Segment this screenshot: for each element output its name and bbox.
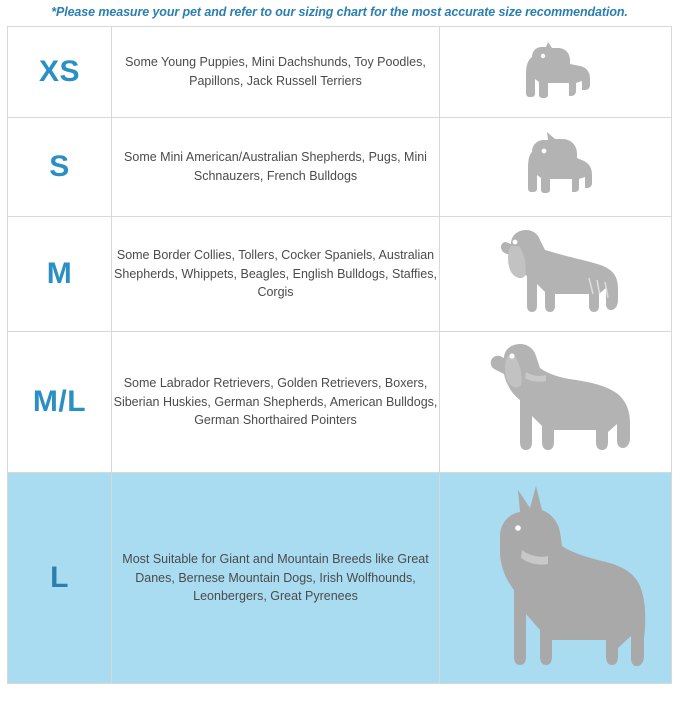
dog-image-ml <box>440 332 672 473</box>
dog-image-l <box>440 473 672 684</box>
size-label-l: L <box>8 473 112 684</box>
table-row <box>8 332 672 473</box>
breed-description-ml: Some Labrador Retrievers, Golden Retrievers, Boxers, Siberian Huskies, German Shepherds, American Bulldogs, German Shorthaired Pointers <box>112 332 440 473</box>
size-label-ml: M/L <box>8 332 112 473</box>
table-row <box>8 217 672 332</box>
labrador-silhouette-icon <box>468 340 644 464</box>
spaniel-silhouette-icon <box>481 222 631 326</box>
breed-description-s: Some Mini American/Australian Shepherds, Pugs, Mini Schnauzers, French Bulldogs <box>112 118 440 217</box>
measure-note: *Please measure your pet and refer to our sizing chart for the most accurate size recommendation. <box>51 5 628 19</box>
dog-image-m <box>440 217 672 332</box>
dog-image-s <box>440 118 672 217</box>
size-label-s: S <box>8 118 112 217</box>
dog-image-xs <box>440 27 672 118</box>
breed-description-l: Most Suitable for Giant and Mountain Breeds like Great Danes, Bernese Mountain Dogs, Irish Wolfhounds, Leonbergers, Great Pyrenees <box>112 473 440 684</box>
small-dog-silhouette-icon <box>510 39 602 105</box>
size-label-m: M <box>8 217 112 332</box>
size-label-xs: XS <box>8 27 112 118</box>
breed-description-xs: Some Young Puppies, Mini Dachshunds, Toy Poodles, Papillons, Jack Russell Terriers <box>112 27 440 118</box>
table-row-highlighted <box>8 473 672 684</box>
size-chart-table <box>7 26 672 684</box>
table-row <box>8 27 672 118</box>
breed-description-m: Some Border Collies, Tollers, Cocker Spaniels, Australian Shepherds, Whippets, Beagles, English Bulldogs, Staffies, Corgis <box>112 217 440 332</box>
great-dane-silhouette-icon <box>456 480 656 676</box>
french-bulldog-silhouette-icon <box>506 128 606 206</box>
table-row <box>8 118 672 217</box>
